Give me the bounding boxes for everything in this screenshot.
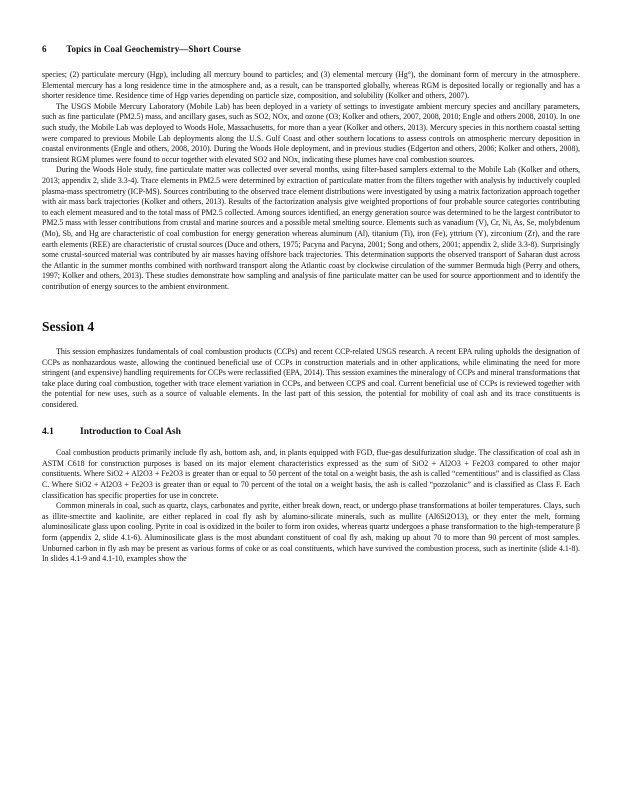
subsection-number: 4.1 — [42, 426, 54, 437]
subsection-paragraph-1: Coal combustion products primarily include fly ash, bottom ash, and, in plants equipped with FGD, flue-gas desulfurization sludge. The classification of coal ash in ASTM C618 for construction purposes is based on its major element characteristics expressed as the sum of SiO2 + Al2O3 + Fe2O3 compared to other major constituents. Where SiO2 + Al2O3 + Fe2O3 is greater than or equal to 50 percent of the total on a weight basis, the ash is called “cementitious” and is classified as Class C. Where SiO2 + Al2O3 + Fe2O3 is greater than or equal to 70 percent of the total on a weight basis, the ash is called “pozzolanic” and is classified as Class F. Each classification has specific properties for use in concrete. — [42, 448, 580, 500]
subsection-heading — [42, 427, 580, 438]
paragraph-intro-1: species; (2) particulate mercury (Hgp), including all mercury bound to particles; and (3) elemental mercury (Hg°), the dominant form of mercury in the atmosphere. Elemental mercury has a long residence time in the atmosphere and, as a result, can be transported globally, whereas RGM is deposited locally or regionally and has a shorter residence time. Residence time of Hgp varies depending on particle size, composition, and solubility (Kolker and others, 2007). — [42, 70, 580, 101]
running-title: Topics in Coal Geochemistry—Short Course — [66, 44, 241, 54]
session-heading: Session 4 — [42, 319, 95, 335]
page-header — [42, 44, 241, 54]
session-paragraph: This session emphasizes fundamentals of coal combustion products (CCPs) and recent CCP-related USGS research. A recent EPA ruling upholds the designation of CCPs as nonhazardous waste, allowing the continued beneficial use of CCPs in construction materials and in other applications, while eliminating the need for more stringent (and expensive) handling requirements for CCPs were reclassified (EPA, 2014). This session examines the mineralogy of CCPs and mineral transformations that take place during coal combustion, together with trace element variation in CCPs, and between CCPS and coal. Current beneficial use of CCPs is reviewed together with the potential for new uses, such as a source of valuable elements. In the last part of this session, the potential for mobility of coal ash and its trace constituents is considered. — [42, 347, 580, 410]
paragraph-intro-2: The USGS Mobile Mercury Laboratory (Mobile Lab) has been deployed in a variety of settings to investigate ambient mercury species and ancillary parameters, such as fine particulate (PM2.5) mass, and ancillary gases, such as SO2, NOx, and ozone (O3; Kolker and others, 2007, 2008, 2010; Engle and others 2008, 2010). In one such study, the Mobile Lab was deployed to Woods Hole, Massachusetts, for more than a year (Kolker and others, 2013). Mercury species in this northern coastal setting were compared to previous Mobile Lab deployments along the U.S. Gulf Coast and other southern locations to assess controls on atmospheric mercury deposition in coastal environments (Engle and others, 2008, 2010). During the Woods Hole deployment, and in previous studies (Edgerton and others, 2006; Kolker and others, 2008), transient RGM plumes were found to occur together with elevated SO2 and NOx, indicating these plumes have coal combustion sources. — [42, 101, 580, 164]
page-body — [42, 70, 580, 565]
subsection-paragraph-2: Common minerals in coal, such as quartz, clays, carbonates and pyrite, either break down, react, or undergo phase transformations at boiler temperatures. Clays, such as illite-smectite and kaolinite, are either replaced in coal fly ash by alumino-silicate minerals, such as mullite (Al6Si2O13), or they enter the melt, forming aluminosilicate glass upon cooling. Pyrite in coal is oxidized in the boiler to form iron oxides, whereas quartz undergoes a phase transformation to the high-temperature β form (appendix 2, slide 4.1-6). Aluminosilicate glass is the most abundant constituent of coal fly ash, making up about 70 to more than 90 percent of most samples. Unburned carbon in fly ash may be present as various forms of coke or as coal constituents, which have survived the combustion process, such as inertinite (slide 4.1-8). In slides 4.1-9 and 4.1-10, examples show the — [42, 501, 580, 564]
paragraph-intro-3: During the Woods Hole study, fine particulate matter was collected over several months, using filter-based samplers external to the Mobile Lab (Kolker and others, 2013; appendix 2, slide 3.3-4). Trace elements in PM2.5 were determined by extraction of particulate matter from the filters together with analysis by inductively coupled plasma-mass spectrometry (ICP-MS). Sources contributing to the observed trace element distributions were investigated by using a matrix factorization approach together with air mass back trajectories (Kolker and others, 2013). Results of the factorization analysis give weighted proportions of four probable source categories contributing to each element measured and to the total mass of PM2.5 collected. Among sources identified, an energy generation source was determined to be the largest contributor to PM2.5 mass with lesser contributions from crustal and marine sources and a possible metal smelting source. Elements such as vanadium (V), Cr, Ni, As, Se, molybdenum (Mo), Sb, and Hg are characteristic of coal combustion for energy generation whereas aluminum (Al), titanium (Ti), iron (Fe), yttrium (Y), zirconium (Zr), and the rare earth elements (REE) are characteristic of crustal sources (Duce and others, 1975; Pacyna and Pacyna, 2001; Song and others, 2001; appendix 2, slide 3.3-8). Surprisingly some crustal-sourced material was contributed by air masses having offshore back trajectories. This determination supports the observed transport of Saharan dust across the Atlantic in the summer months combined with northward transport along the Atlantic coast by clockwise circulation of the summer Bermuda high (Perry and others, 1997; Kolker and others, 2013). These studies demonstrate how sampling and analysis of fine particulate matter can be used for source apportionment and to identify the contribution of energy sources to the ambient environment. — [42, 165, 580, 291]
subsection-title: Introduction to Coal Ash — [80, 426, 181, 437]
page-number: 6 — [42, 44, 47, 54]
